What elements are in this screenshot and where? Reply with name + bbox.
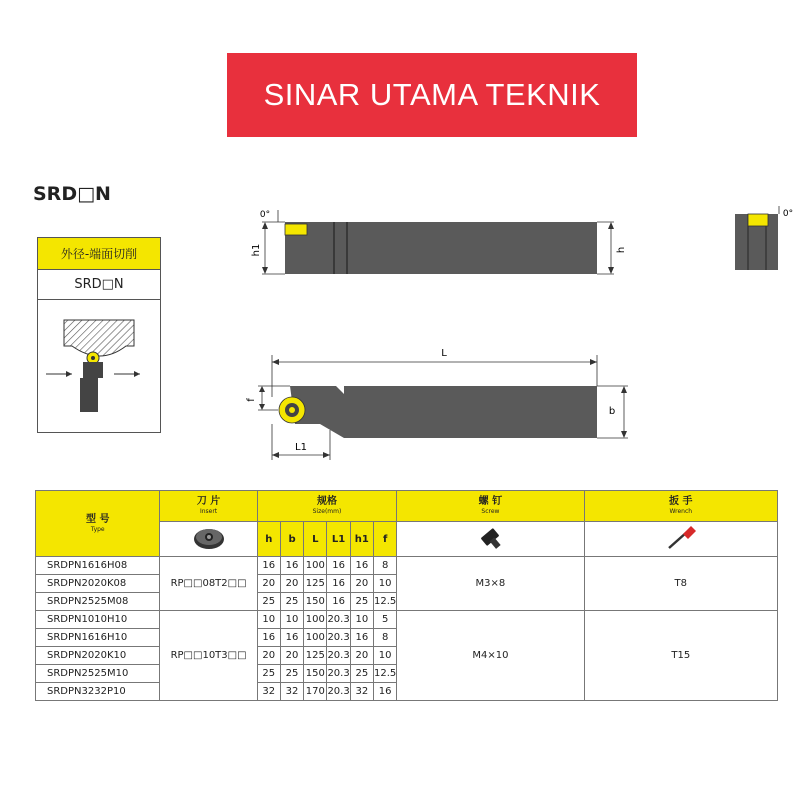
wrench-spec-08: T8	[584, 557, 777, 611]
wrench-spec-10: T15	[584, 611, 777, 701]
table-row: SRDPN2525M08 25 25 150 16 25 12.5	[36, 593, 778, 611]
header-insert: 刀 片 Insert	[160, 491, 257, 522]
spec-table	[35, 490, 778, 701]
table-row: SRDPN1010H10 RP□□10T3□□ 10 10 100 20.3 10 5 M4×10 T15	[36, 611, 778, 629]
table-row: SRDPN2020K08 20 20 125 16 20 10	[36, 575, 778, 593]
insert-top	[285, 224, 307, 235]
insert-image-cell	[160, 522, 257, 557]
header-type: 型 号 Type	[36, 491, 160, 557]
header-size: 规格 Size(mm)	[257, 491, 397, 522]
dim-h1-label: h1	[251, 243, 262, 257]
insert-icon	[191, 524, 227, 550]
operation-title: 外径-端面切削	[38, 238, 160, 270]
table-row: SRDPN1616H08 RP□□08T2□□ 16 16 100 16 16 8 M3×8 T8	[36, 557, 778, 575]
size-col-L1: L1	[327, 522, 350, 557]
table-row: SRDPN2020K10 20 20 125 20.3 20 10	[36, 647, 778, 665]
header-wrench: 扳 手 Wrench	[584, 491, 777, 522]
size-col-b: b	[280, 522, 303, 557]
header-screw: 螺 钉 Screw	[397, 491, 584, 522]
operation-code: SRD□N	[38, 270, 160, 300]
size-col-h: h	[257, 522, 280, 557]
table-row: SRDPN1616H10 16 16 100 20.3 16 8	[36, 629, 778, 647]
size-col-L: L	[304, 522, 327, 557]
screw-spec-10: M4×10	[397, 611, 584, 701]
screw-image-cell	[397, 522, 584, 557]
tool-body-side	[290, 386, 597, 438]
screw-spec-08: M3×8	[397, 557, 584, 611]
wrench-icon	[663, 522, 699, 552]
dim-L-label: L	[441, 348, 447, 359]
banner-text: SINAR UTAMA TEKNIK	[263, 77, 601, 112]
insert-code-10: RP□□10T3□□	[160, 611, 257, 701]
insert-end	[748, 214, 768, 226]
screw-icon	[475, 522, 505, 552]
table-row: SRDPN3232P10 32 32 170 20.3 32 16	[36, 683, 778, 701]
size-col-f: f	[373, 522, 396, 557]
dim-b-label: b	[608, 406, 616, 417]
dim-f-label: f	[246, 398, 257, 402]
dim-h-label: h	[616, 246, 627, 254]
tool-body-top	[285, 222, 597, 274]
model-title: SRD□N	[33, 183, 111, 205]
angle-top-label: 0°	[259, 210, 271, 220]
angle-side-label: 0°	[782, 209, 794, 219]
size-col-h1: h1	[350, 522, 373, 557]
dim-L1-label: L1	[295, 442, 307, 453]
wrench-image-cell	[584, 522, 777, 557]
insert-code-08: RP□□08T2□□	[160, 557, 257, 611]
table-row: SRDPN2525M10 25 25 150 20.3 25 12.5	[36, 665, 778, 683]
